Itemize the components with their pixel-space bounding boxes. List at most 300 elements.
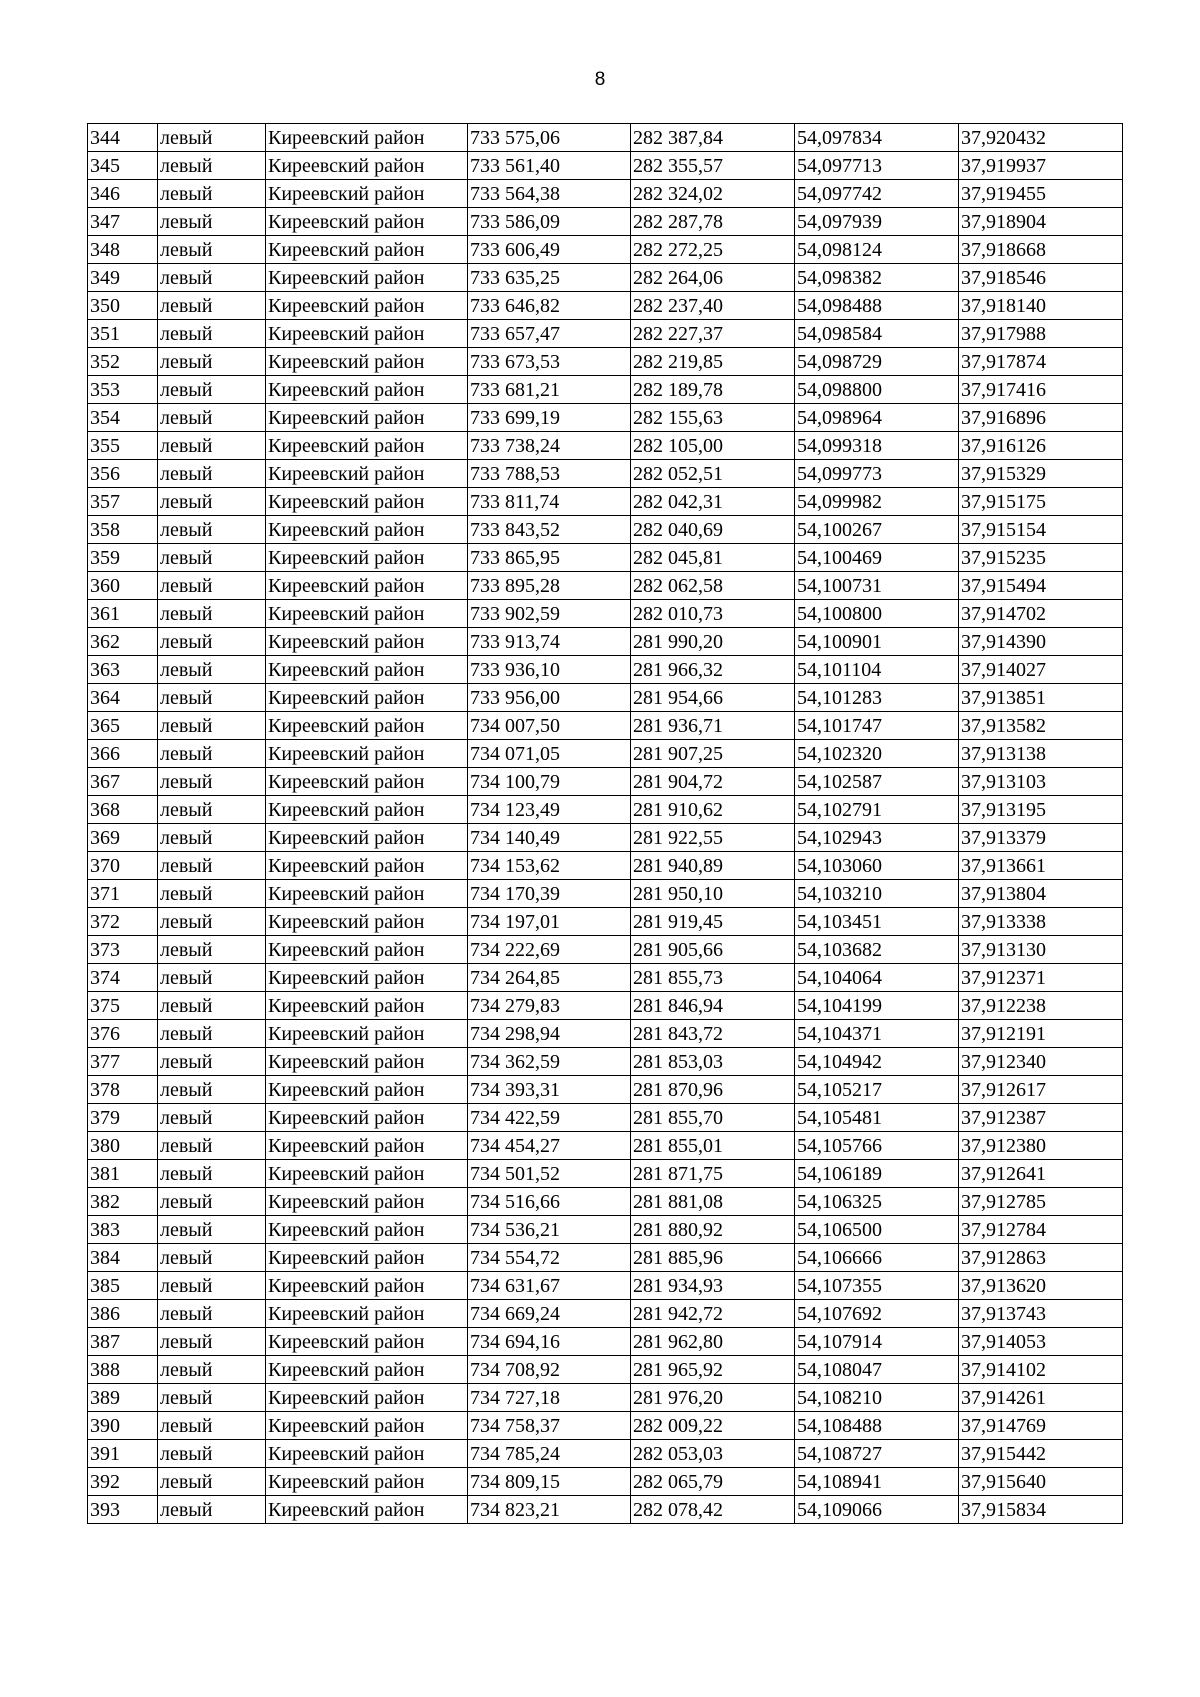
table-row	[88, 1048, 1123, 1076]
bank-side-cell: левый	[158, 516, 266, 544]
district-cell: Киреевский район	[266, 180, 468, 208]
bank-side-cell: левый	[158, 1468, 266, 1496]
bank-side-cell: левый	[158, 964, 266, 992]
district-cell: Киреевский район	[266, 376, 468, 404]
bank-side-cell: левый	[158, 852, 266, 880]
x-coordinate-cell: 734 393,31	[468, 1076, 631, 1104]
y-coordinate-cell: 282 219,85	[631, 348, 795, 376]
x-coordinate-cell: 733 606,49	[468, 236, 631, 264]
latitude-cell: 54,105481	[795, 1104, 959, 1132]
table-row	[88, 1188, 1123, 1216]
latitude-cell: 54,104199	[795, 992, 959, 1020]
latitude-cell: 54,097834	[795, 124, 959, 152]
longitude-cell: 37,917416	[959, 376, 1123, 404]
y-coordinate-cell: 281 966,32	[631, 656, 795, 684]
point-number-cell: 345	[88, 152, 158, 180]
y-coordinate-cell: 281 934,93	[631, 1272, 795, 1300]
district-cell: Киреевский район	[266, 908, 468, 936]
district-cell: Киреевский район	[266, 1048, 468, 1076]
point-number-cell: 359	[88, 544, 158, 572]
bank-side-cell: левый	[158, 880, 266, 908]
district-cell: Киреевский район	[266, 992, 468, 1020]
table-row	[88, 516, 1123, 544]
table-row	[88, 908, 1123, 936]
table-row	[88, 124, 1123, 152]
point-number-cell: 382	[88, 1188, 158, 1216]
table-row	[88, 712, 1123, 740]
latitude-cell: 54,108941	[795, 1468, 959, 1496]
latitude-cell: 54,098584	[795, 320, 959, 348]
table-row	[88, 236, 1123, 264]
y-coordinate-cell: 281 843,72	[631, 1020, 795, 1048]
table-row	[88, 992, 1123, 1020]
table-row	[88, 880, 1123, 908]
x-coordinate-cell: 734 669,24	[468, 1300, 631, 1328]
table-row	[88, 628, 1123, 656]
y-coordinate-cell: 281 870,96	[631, 1076, 795, 1104]
point-number-cell: 349	[88, 264, 158, 292]
x-coordinate-cell: 733 635,25	[468, 264, 631, 292]
point-number-cell: 366	[88, 740, 158, 768]
longitude-cell: 37,915235	[959, 544, 1123, 572]
y-coordinate-cell: 282 324,02	[631, 180, 795, 208]
longitude-cell: 37,913661	[959, 852, 1123, 880]
district-cell: Киреевский район	[266, 1328, 468, 1356]
point-number-cell: 361	[88, 600, 158, 628]
longitude-cell: 37,913620	[959, 1272, 1123, 1300]
y-coordinate-cell: 282 053,03	[631, 1440, 795, 1468]
y-coordinate-cell: 282 227,37	[631, 320, 795, 348]
longitude-cell: 37,915640	[959, 1468, 1123, 1496]
bank-side-cell: левый	[158, 1356, 266, 1384]
bank-side-cell: левый	[158, 1300, 266, 1328]
y-coordinate-cell: 282 355,57	[631, 152, 795, 180]
y-coordinate-cell: 282 065,79	[631, 1468, 795, 1496]
longitude-cell: 37,914053	[959, 1328, 1123, 1356]
table-row	[88, 208, 1123, 236]
table-row	[88, 404, 1123, 432]
x-coordinate-cell: 734 170,39	[468, 880, 631, 908]
longitude-cell: 37,918904	[959, 208, 1123, 236]
table-row	[88, 544, 1123, 572]
x-coordinate-cell: 734 631,67	[468, 1272, 631, 1300]
y-coordinate-cell: 281 965,92	[631, 1356, 795, 1384]
point-number-cell: 370	[88, 852, 158, 880]
table-row	[88, 1272, 1123, 1300]
district-cell: Киреевский район	[266, 1104, 468, 1132]
longitude-cell: 37,914027	[959, 656, 1123, 684]
point-number-cell: 357	[88, 488, 158, 516]
y-coordinate-cell: 281 855,01	[631, 1132, 795, 1160]
x-coordinate-cell: 733 936,10	[468, 656, 631, 684]
bank-side-cell: левый	[158, 740, 266, 768]
bank-side-cell: левый	[158, 656, 266, 684]
bank-side-cell: левый	[158, 236, 266, 264]
point-number-cell: 367	[88, 768, 158, 796]
x-coordinate-cell: 733 956,00	[468, 684, 631, 712]
bank-side-cell: левый	[158, 124, 266, 152]
bank-side-cell: левый	[158, 1328, 266, 1356]
point-number-cell: 380	[88, 1132, 158, 1160]
latitude-cell: 54,098964	[795, 404, 959, 432]
longitude-cell: 37,912387	[959, 1104, 1123, 1132]
point-number-cell: 379	[88, 1104, 158, 1132]
table-row	[88, 1020, 1123, 1048]
x-coordinate-cell: 734 516,66	[468, 1188, 631, 1216]
point-number-cell: 392	[88, 1468, 158, 1496]
point-number-cell: 360	[88, 572, 158, 600]
y-coordinate-cell: 281 904,72	[631, 768, 795, 796]
y-coordinate-cell: 281 922,55	[631, 824, 795, 852]
bank-side-cell: левый	[158, 460, 266, 488]
longitude-cell: 37,916126	[959, 432, 1123, 460]
table-row	[88, 1412, 1123, 1440]
y-coordinate-cell: 282 264,06	[631, 264, 795, 292]
bank-side-cell: левый	[158, 768, 266, 796]
point-number-cell: 347	[88, 208, 158, 236]
point-number-cell: 381	[88, 1160, 158, 1188]
latitude-cell: 54,097742	[795, 180, 959, 208]
bank-side-cell: левый	[158, 1104, 266, 1132]
y-coordinate-cell: 282 189,78	[631, 376, 795, 404]
y-coordinate-cell: 282 009,22	[631, 1412, 795, 1440]
x-coordinate-cell: 734 708,92	[468, 1356, 631, 1384]
point-number-cell: 352	[88, 348, 158, 376]
table-row	[88, 152, 1123, 180]
x-coordinate-cell: 733 738,24	[468, 432, 631, 460]
y-coordinate-cell: 282 062,58	[631, 572, 795, 600]
longitude-cell: 37,912340	[959, 1048, 1123, 1076]
longitude-cell: 37,917874	[959, 348, 1123, 376]
bank-side-cell: левый	[158, 824, 266, 852]
point-number-cell: 344	[88, 124, 158, 152]
district-cell: Киреевский район	[266, 1272, 468, 1300]
longitude-cell: 37,918546	[959, 264, 1123, 292]
bank-side-cell: левый	[158, 628, 266, 656]
longitude-cell: 37,919937	[959, 152, 1123, 180]
latitude-cell: 54,099318	[795, 432, 959, 460]
longitude-cell: 37,918140	[959, 292, 1123, 320]
table-row	[88, 852, 1123, 880]
district-cell: Киреевский район	[266, 1468, 468, 1496]
point-number-cell: 383	[88, 1216, 158, 1244]
point-number-cell: 390	[88, 1412, 158, 1440]
latitude-cell: 54,108210	[795, 1384, 959, 1412]
table-row	[88, 1440, 1123, 1468]
x-coordinate-cell: 734 071,05	[468, 740, 631, 768]
district-cell: Киреевский район	[266, 1216, 468, 1244]
bank-side-cell: левый	[158, 1216, 266, 1244]
table-row	[88, 1244, 1123, 1272]
district-cell: Киреевский район	[266, 936, 468, 964]
bank-side-cell: левый	[158, 796, 266, 824]
table-row	[88, 684, 1123, 712]
table-row	[88, 964, 1123, 992]
longitude-cell: 37,914769	[959, 1412, 1123, 1440]
latitude-cell: 54,099773	[795, 460, 959, 488]
latitude-cell: 54,101104	[795, 656, 959, 684]
y-coordinate-cell: 281 954,66	[631, 684, 795, 712]
x-coordinate-cell: 734 758,37	[468, 1412, 631, 1440]
bank-side-cell: левый	[158, 320, 266, 348]
latitude-cell: 54,107914	[795, 1328, 959, 1356]
coordinates-table	[87, 123, 1123, 1524]
district-cell: Киреевский район	[266, 292, 468, 320]
longitude-cell: 37,915329	[959, 460, 1123, 488]
x-coordinate-cell: 733 564,38	[468, 180, 631, 208]
bank-side-cell: левый	[158, 1244, 266, 1272]
latitude-cell: 54,097939	[795, 208, 959, 236]
district-cell: Киреевский район	[266, 432, 468, 460]
point-number-cell: 391	[88, 1440, 158, 1468]
x-coordinate-cell: 733 673,53	[468, 348, 631, 376]
point-number-cell: 375	[88, 992, 158, 1020]
longitude-cell: 37,915154	[959, 516, 1123, 544]
latitude-cell: 54,102320	[795, 740, 959, 768]
latitude-cell: 54,104064	[795, 964, 959, 992]
table-row	[88, 320, 1123, 348]
y-coordinate-cell: 281 855,73	[631, 964, 795, 992]
bank-side-cell: левый	[158, 488, 266, 516]
latitude-cell: 54,100731	[795, 572, 959, 600]
table-row	[88, 740, 1123, 768]
latitude-cell: 54,103210	[795, 880, 959, 908]
district-cell: Киреевский район	[266, 1356, 468, 1384]
table-body	[88, 124, 1123, 1524]
table-row	[88, 656, 1123, 684]
district-cell: Киреевский район	[266, 460, 468, 488]
bank-side-cell: левый	[158, 292, 266, 320]
district-cell: Киреевский район	[266, 488, 468, 516]
y-coordinate-cell: 281 907,25	[631, 740, 795, 768]
latitude-cell: 54,104371	[795, 1020, 959, 1048]
point-number-cell: 362	[88, 628, 158, 656]
bank-side-cell: левый	[158, 1412, 266, 1440]
district-cell: Киреевский район	[266, 320, 468, 348]
district-cell: Киреевский район	[266, 264, 468, 292]
y-coordinate-cell: 282 042,31	[631, 488, 795, 516]
y-coordinate-cell: 281 885,96	[631, 1244, 795, 1272]
point-number-cell: 354	[88, 404, 158, 432]
latitude-cell: 54,103060	[795, 852, 959, 880]
latitude-cell: 54,106500	[795, 1216, 959, 1244]
point-number-cell: 376	[88, 1020, 158, 1048]
y-coordinate-cell: 281 976,20	[631, 1384, 795, 1412]
latitude-cell: 54,105217	[795, 1076, 959, 1104]
y-coordinate-cell: 282 078,42	[631, 1496, 795, 1524]
point-number-cell: 355	[88, 432, 158, 460]
x-coordinate-cell: 734 140,49	[468, 824, 631, 852]
point-number-cell: 346	[88, 180, 158, 208]
latitude-cell: 54,107692	[795, 1300, 959, 1328]
y-coordinate-cell: 281 846,94	[631, 992, 795, 1020]
x-coordinate-cell: 734 279,83	[468, 992, 631, 1020]
district-cell: Киреевский район	[266, 1188, 468, 1216]
district-cell: Киреевский район	[266, 1412, 468, 1440]
district-cell: Киреевский район	[266, 152, 468, 180]
longitude-cell: 37,912371	[959, 964, 1123, 992]
longitude-cell: 37,913195	[959, 796, 1123, 824]
x-coordinate-cell: 733 895,28	[468, 572, 631, 600]
table-row	[88, 824, 1123, 852]
page-number: 8	[594, 69, 606, 90]
longitude-cell: 37,915442	[959, 1440, 1123, 1468]
longitude-cell: 37,914390	[959, 628, 1123, 656]
y-coordinate-cell: 282 237,40	[631, 292, 795, 320]
district-cell: Киреевский район	[266, 600, 468, 628]
bank-side-cell: левый	[158, 152, 266, 180]
longitude-cell: 37,913743	[959, 1300, 1123, 1328]
latitude-cell: 54,100800	[795, 600, 959, 628]
district-cell: Киреевский район	[266, 1300, 468, 1328]
point-number-cell: 377	[88, 1048, 158, 1076]
latitude-cell: 54,102587	[795, 768, 959, 796]
longitude-cell: 37,918668	[959, 236, 1123, 264]
district-cell: Киреевский район	[266, 964, 468, 992]
longitude-cell: 37,912784	[959, 1216, 1123, 1244]
x-coordinate-cell: 733 586,09	[468, 208, 631, 236]
bank-side-cell: левый	[158, 1020, 266, 1048]
table-row	[88, 936, 1123, 964]
x-coordinate-cell: 733 657,47	[468, 320, 631, 348]
district-cell: Киреевский район	[266, 404, 468, 432]
y-coordinate-cell: 281 942,72	[631, 1300, 795, 1328]
district-cell: Киреевский район	[266, 824, 468, 852]
y-coordinate-cell: 281 855,70	[631, 1104, 795, 1132]
point-number-cell: 348	[88, 236, 158, 264]
latitude-cell: 54,100901	[795, 628, 959, 656]
x-coordinate-cell: 733 681,21	[468, 376, 631, 404]
latitude-cell: 54,101283	[795, 684, 959, 712]
longitude-cell: 37,914102	[959, 1356, 1123, 1384]
bank-side-cell: левый	[158, 404, 266, 432]
bank-side-cell: левый	[158, 1160, 266, 1188]
x-coordinate-cell: 733 902,59	[468, 600, 631, 628]
longitude-cell: 37,917988	[959, 320, 1123, 348]
table-row	[88, 768, 1123, 796]
longitude-cell: 37,915494	[959, 572, 1123, 600]
point-number-cell: 353	[88, 376, 158, 404]
point-number-cell: 378	[88, 1076, 158, 1104]
y-coordinate-cell: 282 387,84	[631, 124, 795, 152]
point-number-cell: 386	[88, 1300, 158, 1328]
table-row	[88, 1496, 1123, 1524]
y-coordinate-cell: 281 950,10	[631, 880, 795, 908]
latitude-cell: 54,097713	[795, 152, 959, 180]
longitude-cell: 37,916896	[959, 404, 1123, 432]
y-coordinate-cell: 281 990,20	[631, 628, 795, 656]
longitude-cell: 37,912617	[959, 1076, 1123, 1104]
x-coordinate-cell: 733 561,40	[468, 152, 631, 180]
district-cell: Киреевский район	[266, 1132, 468, 1160]
district-cell: Киреевский район	[266, 1244, 468, 1272]
bank-side-cell: левый	[158, 180, 266, 208]
table-row	[88, 1104, 1123, 1132]
latitude-cell: 54,098124	[795, 236, 959, 264]
point-number-cell: 388	[88, 1356, 158, 1384]
longitude-cell: 37,913138	[959, 740, 1123, 768]
latitude-cell: 54,098382	[795, 264, 959, 292]
table-row	[88, 1076, 1123, 1104]
bank-side-cell: левый	[158, 1048, 266, 1076]
point-number-cell: 369	[88, 824, 158, 852]
district-cell: Киреевский район	[266, 208, 468, 236]
latitude-cell: 54,108727	[795, 1440, 959, 1468]
latitude-cell: 54,098488	[795, 292, 959, 320]
y-coordinate-cell: 281 853,03	[631, 1048, 795, 1076]
x-coordinate-cell: 734 264,85	[468, 964, 631, 992]
latitude-cell: 54,105766	[795, 1132, 959, 1160]
district-cell: Киреевский район	[266, 1384, 468, 1412]
longitude-cell: 37,915834	[959, 1496, 1123, 1524]
district-cell: Киреевский район	[266, 796, 468, 824]
y-coordinate-cell: 281 936,71	[631, 712, 795, 740]
table-row	[88, 1300, 1123, 1328]
district-cell: Киреевский район	[266, 740, 468, 768]
longitude-cell: 37,919455	[959, 180, 1123, 208]
latitude-cell: 54,102943	[795, 824, 959, 852]
point-number-cell: 368	[88, 796, 158, 824]
point-number-cell: 372	[88, 908, 158, 936]
y-coordinate-cell: 281 881,08	[631, 1188, 795, 1216]
bank-side-cell: левый	[158, 600, 266, 628]
latitude-cell: 54,100469	[795, 544, 959, 572]
x-coordinate-cell: 734 809,15	[468, 1468, 631, 1496]
x-coordinate-cell: 733 575,06	[468, 124, 631, 152]
bank-side-cell: левый	[158, 1132, 266, 1160]
bank-side-cell: левый	[158, 432, 266, 460]
district-cell: Киреевский район	[266, 1160, 468, 1188]
district-cell: Киреевский район	[266, 516, 468, 544]
district-cell: Киреевский район	[266, 544, 468, 572]
table-row	[88, 348, 1123, 376]
district-cell: Киреевский район	[266, 880, 468, 908]
district-cell: Киреевский район	[266, 348, 468, 376]
y-coordinate-cell: 281 910,62	[631, 796, 795, 824]
y-coordinate-cell: 282 155,63	[631, 404, 795, 432]
x-coordinate-cell: 734 727,18	[468, 1384, 631, 1412]
latitude-cell: 54,109066	[795, 1496, 959, 1524]
longitude-cell: 37,912863	[959, 1244, 1123, 1272]
longitude-cell: 37,913582	[959, 712, 1123, 740]
x-coordinate-cell: 734 785,24	[468, 1440, 631, 1468]
point-number-cell: 384	[88, 1244, 158, 1272]
x-coordinate-cell: 734 197,01	[468, 908, 631, 936]
table-row	[88, 1384, 1123, 1412]
y-coordinate-cell: 282 105,00	[631, 432, 795, 460]
x-coordinate-cell: 734 823,21	[468, 1496, 631, 1524]
table-row	[88, 1328, 1123, 1356]
point-number-cell: 387	[88, 1328, 158, 1356]
point-number-cell: 374	[88, 964, 158, 992]
bank-side-cell: левый	[158, 544, 266, 572]
district-cell: Киреевский район	[266, 236, 468, 264]
latitude-cell: 54,103451	[795, 908, 959, 936]
latitude-cell: 54,106325	[795, 1188, 959, 1216]
point-number-cell: 371	[88, 880, 158, 908]
table-row	[88, 264, 1123, 292]
x-coordinate-cell: 734 694,16	[468, 1328, 631, 1356]
bank-side-cell: левый	[158, 348, 266, 376]
table-row	[88, 1216, 1123, 1244]
latitude-cell: 54,101747	[795, 712, 959, 740]
bank-side-cell: левый	[158, 992, 266, 1020]
bank-side-cell: левый	[158, 1076, 266, 1104]
table-row	[88, 1160, 1123, 1188]
y-coordinate-cell: 282 272,25	[631, 236, 795, 264]
point-number-cell: 356	[88, 460, 158, 488]
y-coordinate-cell: 281 919,45	[631, 908, 795, 936]
